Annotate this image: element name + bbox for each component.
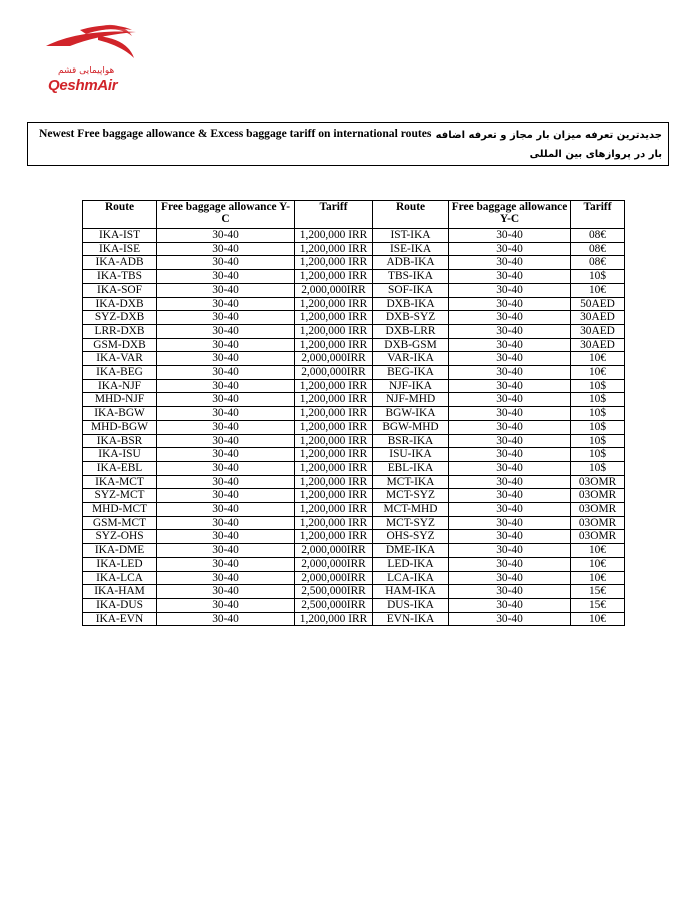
route-cell: IKA-BEG	[83, 366, 157, 380]
route-cell: IKA-EBL	[83, 461, 157, 475]
table-row	[83, 544, 625, 558]
tariff-cell: 1,200,000 IRR	[295, 311, 373, 325]
return-route-cell: LED-IKA	[373, 557, 449, 571]
tariff-cell: 2,500,000IRR	[295, 585, 373, 599]
allowance-cell: 30-40	[157, 461, 295, 475]
table-row	[83, 256, 625, 270]
logo-english-name: QeshmAir	[48, 77, 118, 94]
table-row	[83, 557, 625, 571]
return-route-cell: DXB-SYZ	[373, 311, 449, 325]
return-allowance-cell: 30-40	[449, 434, 571, 448]
return-route-cell: EVN-IKA	[373, 612, 449, 626]
route-cell: IKA-BGW	[83, 407, 157, 421]
baggage-tariff-table	[82, 200, 625, 626]
table-row	[83, 530, 625, 544]
table-row	[83, 379, 625, 393]
allowance-cell: 30-40	[157, 448, 295, 462]
return-route-cell: SOF-IKA	[373, 283, 449, 297]
return-tariff-cell: 10€	[571, 571, 625, 585]
return-route-cell: OHS-SYZ	[373, 530, 449, 544]
table-body	[83, 229, 625, 626]
return-allowance-cell: 30-40	[449, 297, 571, 311]
allowance-cell: 30-40	[157, 338, 295, 352]
column-header-tariff-return: Tariff	[571, 201, 625, 229]
table-row	[83, 242, 625, 256]
table-row	[83, 489, 625, 503]
tariff-cell: 1,200,000 IRR	[295, 338, 373, 352]
return-allowance-cell: 30-40	[449, 324, 571, 338]
return-tariff-cell: 08€	[571, 242, 625, 256]
table-row	[83, 420, 625, 434]
route-cell: IKA-DXB	[83, 297, 157, 311]
return-tariff-cell: 03OMR	[571, 530, 625, 544]
return-tariff-cell: 15€	[571, 598, 625, 612]
column-header-allowance: Free baggage allowance Y-C	[157, 201, 295, 229]
return-allowance-cell: 30-40	[449, 379, 571, 393]
table-row	[83, 283, 625, 297]
table-row	[83, 297, 625, 311]
table-header-row	[83, 201, 625, 229]
return-tariff-cell: 10€	[571, 612, 625, 626]
tariff-cell: 1,200,000 IRR	[295, 612, 373, 626]
route-cell: IKA-DUS	[83, 598, 157, 612]
return-allowance-cell: 30-40	[449, 598, 571, 612]
return-route-cell: MCT-MHD	[373, 503, 449, 517]
column-header-tariff: Tariff	[295, 201, 373, 229]
tariff-cell: 1,200,000 IRR	[295, 530, 373, 544]
allowance-cell: 30-40	[157, 475, 295, 489]
return-allowance-cell: 30-40	[449, 544, 571, 558]
return-route-cell: DXB-IKA	[373, 297, 449, 311]
return-tariff-cell: 08€	[571, 256, 625, 270]
return-allowance-cell: 30-40	[449, 352, 571, 366]
return-route-cell: LCA-IKA	[373, 571, 449, 585]
tariff-cell: 1,200,000 IRR	[295, 448, 373, 462]
allowance-cell: 30-40	[157, 352, 295, 366]
logo-persian-name: هواپیمایی قشم	[58, 66, 115, 76]
allowance-cell: 30-40	[157, 283, 295, 297]
allowance-cell: 30-40	[157, 503, 295, 517]
title-box	[27, 122, 669, 166]
route-cell: MHD-BGW	[83, 420, 157, 434]
return-allowance-cell: 30-40	[449, 242, 571, 256]
return-allowance-cell: 30-40	[449, 571, 571, 585]
return-route-cell: IST-IKA	[373, 229, 449, 243]
return-route-cell: ADB-IKA	[373, 256, 449, 270]
return-route-cell: NJF-IKA	[373, 379, 449, 393]
return-route-cell: DXB-GSM	[373, 338, 449, 352]
route-cell: IKA-TBS	[83, 270, 157, 284]
route-cell: MHD-MCT	[83, 503, 157, 517]
return-allowance-cell: 30-40	[449, 530, 571, 544]
return-tariff-cell: 30AED	[571, 324, 625, 338]
return-route-cell: ISU-IKA	[373, 448, 449, 462]
return-tariff-cell: 10€	[571, 283, 625, 297]
tariff-cell: 1,200,000 IRR	[295, 489, 373, 503]
allowance-cell: 30-40	[157, 571, 295, 585]
return-tariff-cell: 10$	[571, 393, 625, 407]
allowance-cell: 30-40	[157, 407, 295, 421]
allowance-cell: 30-40	[157, 297, 295, 311]
allowance-cell: 30-40	[157, 612, 295, 626]
table-row	[83, 448, 625, 462]
tariff-cell: 1,200,000 IRR	[295, 420, 373, 434]
return-tariff-cell: 10$	[571, 420, 625, 434]
tariff-cell: 1,200,000 IRR	[295, 475, 373, 489]
return-allowance-cell: 30-40	[449, 503, 571, 517]
return-tariff-cell: 30AED	[571, 311, 625, 325]
tariff-cell: 1,200,000 IRR	[295, 242, 373, 256]
tariff-cell: 1,200,000 IRR	[295, 379, 373, 393]
return-route-cell: DUS-IKA	[373, 598, 449, 612]
route-cell: IKA-LED	[83, 557, 157, 571]
english-title: Newest Free baggage allowance & Excess baggage tariff on international routes	[39, 127, 432, 140]
route-cell: IKA-LCA	[83, 571, 157, 585]
route-cell: IKA-IST	[83, 229, 157, 243]
return-route-cell: EBL-IKA	[373, 461, 449, 475]
return-tariff-cell: 03OMR	[571, 489, 625, 503]
return-route-cell: BGW-MHD	[373, 420, 449, 434]
return-allowance-cell: 30-40	[449, 366, 571, 380]
column-header-route-return: Route	[373, 201, 449, 229]
allowance-cell: 30-40	[157, 420, 295, 434]
route-cell: SYZ-OHS	[83, 530, 157, 544]
table-row	[83, 366, 625, 380]
allowance-cell: 30-40	[157, 598, 295, 612]
allowance-cell: 30-40	[157, 311, 295, 325]
route-cell: MHD-NJF	[83, 393, 157, 407]
return-tariff-cell: 03OMR	[571, 516, 625, 530]
route-cell: GSM-MCT	[83, 516, 157, 530]
table-row	[83, 324, 625, 338]
allowance-cell: 30-40	[157, 393, 295, 407]
return-tariff-cell: 15€	[571, 585, 625, 599]
allowance-cell: 30-40	[157, 379, 295, 393]
table-row	[83, 338, 625, 352]
allowance-cell: 30-40	[157, 366, 295, 380]
return-allowance-cell: 30-40	[449, 557, 571, 571]
return-tariff-cell: 30AED	[571, 338, 625, 352]
tariff-cell: 1,200,000 IRR	[295, 256, 373, 270]
tariff-cell: 1,200,000 IRR	[295, 461, 373, 475]
route-cell: IKA-DME	[83, 544, 157, 558]
allowance-cell: 30-40	[157, 256, 295, 270]
tariff-cell: 1,200,000 IRR	[295, 270, 373, 284]
tariff-cell: 2,500,000IRR	[295, 598, 373, 612]
allowance-cell: 30-40	[157, 516, 295, 530]
return-allowance-cell: 30-40	[449, 256, 571, 270]
allowance-cell: 30-40	[157, 544, 295, 558]
route-cell: IKA-ISU	[83, 448, 157, 462]
route-cell: IKA-EVN	[83, 612, 157, 626]
return-allowance-cell: 30-40	[449, 585, 571, 599]
return-allowance-cell: 30-40	[449, 311, 571, 325]
return-tariff-cell: 10€	[571, 557, 625, 571]
table-row	[83, 516, 625, 530]
allowance-cell: 30-40	[157, 229, 295, 243]
return-route-cell: DXB-LRR	[373, 324, 449, 338]
return-allowance-cell: 30-40	[449, 475, 571, 489]
table-row	[83, 229, 625, 243]
tariff-cell: 1,200,000 IRR	[295, 407, 373, 421]
route-cell: SYZ-DXB	[83, 311, 157, 325]
table-row	[83, 352, 625, 366]
return-tariff-cell: 10$	[571, 379, 625, 393]
tariff-cell: 1,200,000 IRR	[295, 393, 373, 407]
return-tariff-cell: 10$	[571, 448, 625, 462]
route-cell: SYZ-MCT	[83, 489, 157, 503]
return-route-cell: DME-IKA	[373, 544, 449, 558]
return-tariff-cell: 10€	[571, 544, 625, 558]
tariff-cell: 2,000,000IRR	[295, 571, 373, 585]
tariff-cell: 2,000,000IRR	[295, 557, 373, 571]
table-row	[83, 311, 625, 325]
return-tariff-cell: 03OMR	[571, 475, 625, 489]
return-route-cell: HAM-IKA	[373, 585, 449, 599]
tariff-cell: 1,200,000 IRR	[295, 297, 373, 311]
route-cell: GSM-DXB	[83, 338, 157, 352]
table-row	[83, 598, 625, 612]
return-tariff-cell: 10$	[571, 461, 625, 475]
return-allowance-cell: 30-40	[449, 461, 571, 475]
allowance-cell: 30-40	[157, 242, 295, 256]
return-allowance-cell: 30-40	[449, 407, 571, 421]
airplane-logo-icon	[40, 24, 150, 70]
return-allowance-cell: 30-40	[449, 393, 571, 407]
column-header-allowance-return: Free baggage allowance Y-C	[449, 201, 571, 229]
tariff-cell: 1,200,000 IRR	[295, 503, 373, 517]
column-header-route: Route	[83, 201, 157, 229]
return-route-cell: MCT-SYZ	[373, 489, 449, 503]
tariff-cell: 1,200,000 IRR	[295, 229, 373, 243]
return-allowance-cell: 30-40	[449, 516, 571, 530]
return-allowance-cell: 30-40	[449, 229, 571, 243]
return-tariff-cell: 10$	[571, 270, 625, 284]
table-row	[83, 393, 625, 407]
persian-title: جدیدترین تعرفه میزان بار مجاز و تعرفه اضافه بار در پروازهای بین المللی	[435, 130, 662, 160]
return-route-cell: BEG-IKA	[373, 366, 449, 380]
route-cell: IKA-ISE	[83, 242, 157, 256]
return-allowance-cell: 30-40	[449, 338, 571, 352]
return-route-cell: MCT-SYZ	[373, 516, 449, 530]
return-allowance-cell: 30-40	[449, 420, 571, 434]
tariff-cell: 1,200,000 IRR	[295, 516, 373, 530]
route-cell: LRR-DXB	[83, 324, 157, 338]
return-tariff-cell: 10$	[571, 407, 625, 421]
return-route-cell: VAR-IKA	[373, 352, 449, 366]
tariff-cell: 2,000,000IRR	[295, 366, 373, 380]
allowance-cell: 30-40	[157, 324, 295, 338]
table-row	[83, 407, 625, 421]
tariff-cell: 1,200,000 IRR	[295, 434, 373, 448]
allowance-cell: 30-40	[157, 489, 295, 503]
return-route-cell: ISE-IKA	[373, 242, 449, 256]
route-cell: IKA-VAR	[83, 352, 157, 366]
table-row	[83, 434, 625, 448]
return-route-cell: BSR-IKA	[373, 434, 449, 448]
tariff-cell: 2,000,000IRR	[295, 544, 373, 558]
return-tariff-cell: 10$	[571, 434, 625, 448]
table-row	[83, 475, 625, 489]
table-row	[83, 461, 625, 475]
allowance-cell: 30-40	[157, 585, 295, 599]
table-row	[83, 585, 625, 599]
return-tariff-cell: 08€	[571, 229, 625, 243]
return-tariff-cell: 03OMR	[571, 503, 625, 517]
table-row	[83, 503, 625, 517]
route-cell: IKA-BSR	[83, 434, 157, 448]
return-route-cell: NJF-MHD	[373, 393, 449, 407]
return-tariff-cell: 10€	[571, 352, 625, 366]
return-allowance-cell: 30-40	[449, 283, 571, 297]
return-route-cell: BGW-IKA	[373, 407, 449, 421]
return-allowance-cell: 30-40	[449, 612, 571, 626]
tariff-cell: 2,000,000IRR	[295, 283, 373, 297]
allowance-cell: 30-40	[157, 530, 295, 544]
return-allowance-cell: 30-40	[449, 270, 571, 284]
route-cell: IKA-NJF	[83, 379, 157, 393]
route-cell: IKA-SOF	[83, 283, 157, 297]
route-cell: IKA-ADB	[83, 256, 157, 270]
table-row	[83, 571, 625, 585]
table-row	[83, 612, 625, 626]
route-cell: IKA-MCT	[83, 475, 157, 489]
allowance-cell: 30-40	[157, 270, 295, 284]
return-route-cell: TBS-IKA	[373, 270, 449, 284]
route-cell: IKA-HAM	[83, 585, 157, 599]
return-tariff-cell: 10€	[571, 366, 625, 380]
return-allowance-cell: 30-40	[449, 448, 571, 462]
allowance-cell: 30-40	[157, 557, 295, 571]
tariff-cell: 1,200,000 IRR	[295, 324, 373, 338]
return-allowance-cell: 30-40	[449, 489, 571, 503]
return-tariff-cell: 50AED	[571, 297, 625, 311]
table-row	[83, 270, 625, 284]
qeshmair-logo	[40, 24, 150, 94]
allowance-cell: 30-40	[157, 434, 295, 448]
return-route-cell: MCT-IKA	[373, 475, 449, 489]
tariff-cell: 2,000,000IRR	[295, 352, 373, 366]
